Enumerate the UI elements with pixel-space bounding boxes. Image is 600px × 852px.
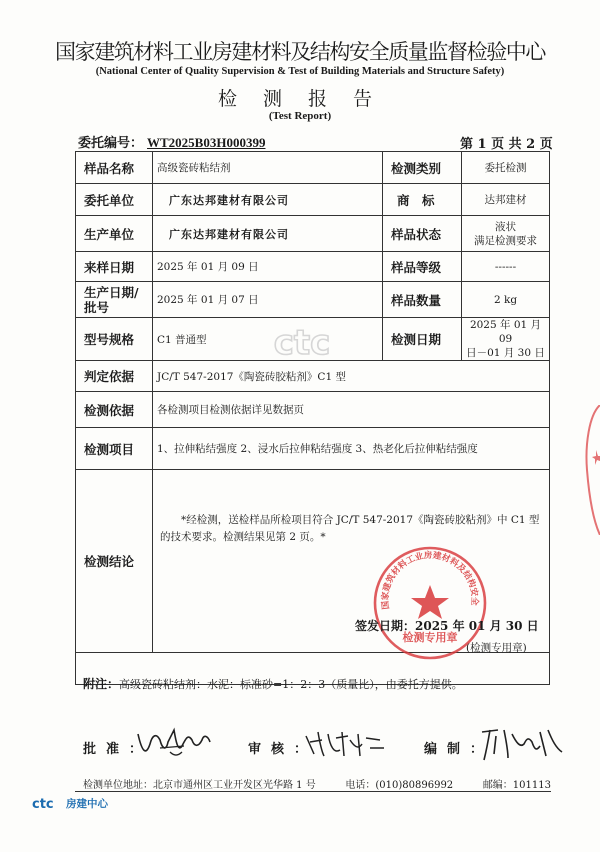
conclusion-text: *经检测，送检样品所检项目符合 JC/T 547-2017《陶瓷砖胶粘剂》中 C1 型的技术要求。检测结果见第 2 页。* [160,514,540,543]
svg-text:ctc: ctc [32,797,54,811]
state-line-2: 满足检测要求 [474,234,537,247]
table-row [76,428,550,470]
grade-label: 样品等级 [383,252,462,282]
state-line-1: 液状 [495,220,516,233]
org-title-en: (National Center of Quality Supervision & Test of Building Materials and Structure Safety) [95,66,505,77]
trademark-value: 达邦建材 [462,184,550,216]
sample-name-label: 样品名称 [76,152,153,184]
prod-date-label-2: 批号 [84,299,110,315]
test-date-line-2: 日－01 月 30 日 [466,347,545,359]
test-type-value: 委托检测 [462,152,550,184]
table-row [76,184,550,216]
table-row [76,252,550,282]
entrust-value: WT2025B03H000399 [147,135,266,150]
maker-label: 生产单位 [76,216,153,252]
handwritten-signature-icon [476,722,566,764]
entrust-label: 委托编号： [78,136,144,151]
state-label: 样品状态 [383,216,462,252]
items-value: 1、拉伸粘结强度 2、浸水后拉伸粘结强度 3、热老化后拉伸粘结强度 [153,428,550,470]
test-date-value [462,318,550,361]
handwritten-signature-icon [130,722,220,762]
approve-signature [130,722,220,766]
entrust-number [78,132,265,151]
report-title-en: (Test Report) [268,110,332,122]
review-label: 审核： [248,742,318,757]
page-info: 第 1 页 共 2 页 [460,137,553,152]
approve-label: 批准： [83,742,153,757]
footer-address: 检测单位地址：北京市通州区工业开发区光华路 1 号 [83,780,316,791]
prod-date-value: 2025 年 01 月 07 日 [153,282,383,318]
svg-text:ctc: ctc [273,323,331,363]
arrive-date-value: 2025 年 01 月 09 日 [153,252,383,282]
org-title-cn: 国家建筑材料工业房建材料及结构安全质量监督检验中心 [55,40,545,64]
handwritten-signature-icon [300,726,390,762]
note [83,675,463,692]
trademark-label: 商 标 [383,184,462,216]
table-row [76,392,550,428]
ctc-logo-icon [32,795,62,811]
table-row [76,361,550,392]
grade-value: ------ [462,252,550,282]
seal-fragment-icon [583,405,600,535]
stamp-outer-text: 国家建筑材料工业房建材料及结构安全 [380,550,480,610]
maker-value: 广东达邦建材有限公司 [153,216,383,252]
sample-name-value: 高级瓷砖粘结剂 [153,152,383,184]
compile-label: 编制： [424,742,494,757]
state-value [462,216,550,252]
footer-zip: 邮编：101113 [482,780,551,791]
ctc-logo [32,795,108,811]
model-label: 型号规格 [76,318,153,361]
issue-date: 签发日期：2025 年 01 月 30 日 [355,619,539,633]
logo-text: 房建中心 [66,797,108,810]
method-value: 各检测项目检测依据详见数据页 [153,392,550,428]
table-row [76,152,550,184]
review-signature [300,726,390,766]
test-type-label: 检测类别 [383,152,462,184]
basis-label: 判定依据 [76,361,153,392]
method-label: 检测依据 [76,392,153,428]
basis-value: JC/T 547-2017《陶瓷砖胶粘剂》C1 型 [153,361,550,392]
test-date-label: 检测日期 [383,318,462,361]
conclusion-label: 检测结论 [76,470,153,653]
report-title-cn: 检 测 报 告 [217,88,383,110]
client-value: 广东达邦建材有限公司 [153,184,383,216]
arrive-date-label: 来样日期 [76,252,153,282]
footer-divider [75,791,551,792]
client-label: 委托单位 [76,184,153,216]
model-value: C1 普通型 [153,318,383,361]
compile-signature [476,722,566,768]
qty-value: 2 kg [462,282,550,318]
footer-phone: 电话：(010)80896992 [345,780,454,791]
issue-seal-note: (检测专用章) [466,642,527,654]
table-row [76,282,550,318]
edge-seal-fragment [583,405,600,539]
table-row [76,318,550,361]
prod-date-label-1: 生产日期/ [84,284,139,300]
note-text: 高级瓷砖粘结剂：水泥：标准砂=1：2：3（质量比），由委托方提供。 [119,678,463,691]
items-label: 检测项目 [76,428,153,470]
note-label: 附注： [83,677,120,691]
table-row [76,216,550,252]
test-date-line-1: 2025 年 01 月 09 [469,319,542,345]
footer-info [83,776,551,791]
stamp-inner-text: 检测专用章 [402,631,458,644]
prod-date-label [76,282,153,318]
qty-label: 样品数量 [383,282,462,318]
